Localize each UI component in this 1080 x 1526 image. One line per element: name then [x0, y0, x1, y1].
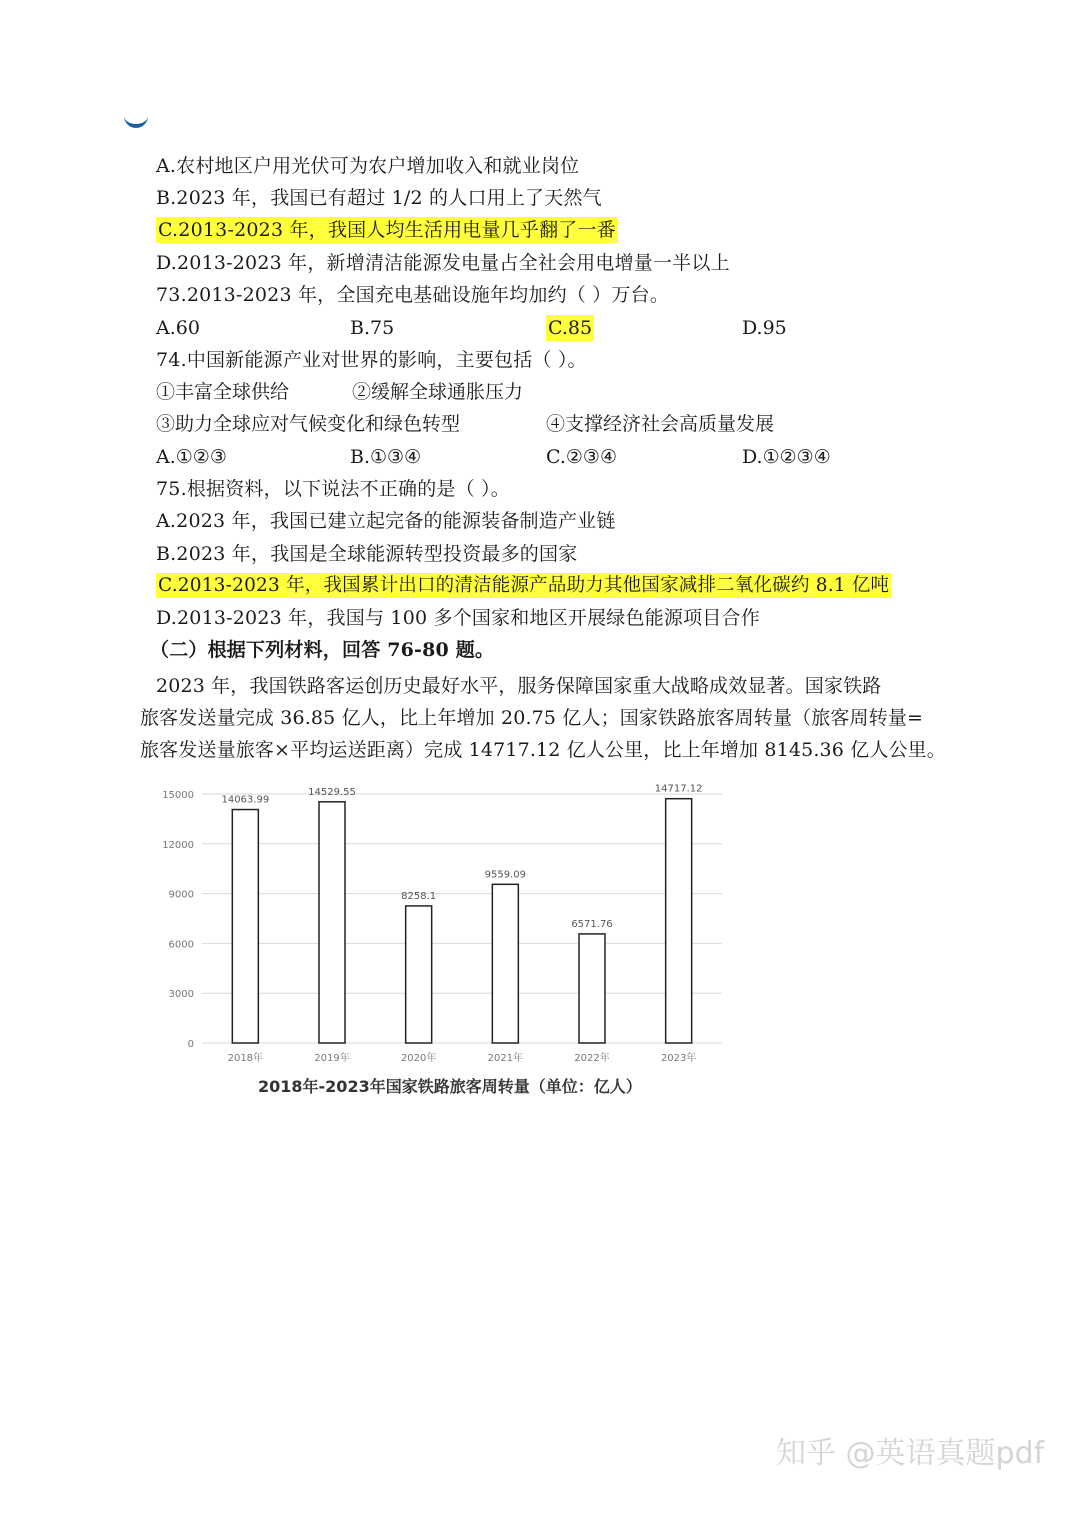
bar-value-label: 9559.09: [484, 869, 527, 881]
bar-value-label: 14529.55: [308, 786, 356, 798]
q74-option-c: C.②③④: [546, 446, 617, 468]
q74-item-4: ④支撑经济社会高质量发展: [546, 413, 775, 435]
bar: [579, 934, 605, 1043]
q73-option-b: B.75: [350, 317, 395, 339]
y-tick-label: 9000: [168, 889, 194, 901]
q72-option-c-highlighted: C.2013-2023 年，我国人均生活用电量几乎翻了一番: [158, 219, 616, 241]
bar-value-label: 14717.12: [654, 783, 703, 795]
bar: [492, 884, 518, 1043]
bar: [406, 906, 432, 1043]
q75-option-c-highlighted: C.2013-2023 年，我国累计出口的清洁能源产品助力其他国家减排二氧化碳约 8.1 亿吨: [158, 575, 890, 596]
chart-title: 2018年-2023年国家铁路旅客周转量（单位：亿人）: [258, 1077, 642, 1096]
bar-chart: [150, 772, 740, 1072]
y-tick-label: 0: [187, 1039, 194, 1050]
x-tick-label: 2023年: [660, 1053, 697, 1064]
q72-option-a: A.农村地区户用光伏可为农户增加收入和就业岗位: [156, 155, 580, 177]
paragraph-line-1: 2023 年，我国铁路客运创历史最好水平，服务保障国家重大战略成效显著。国家铁路: [156, 675, 882, 697]
watermark: 知乎 @英语真题pdf: [776, 1436, 1045, 1471]
y-tick-label: 12000: [162, 839, 194, 851]
bar: [232, 810, 258, 1043]
q72-option-b: B.2023 年，我国已有超过 1/2 的人口用上了天然气: [156, 187, 602, 209]
q72-option-d: D.2013-2023 年，新增清洁能源发电量占全社会用电增量一半以上: [156, 252, 730, 274]
q74-item-3: ③助力全球应对气候变化和绿色转型: [156, 413, 461, 435]
q75-option-a: A.2023 年，我国已建立起完备的能源装备制造产业链: [156, 510, 616, 532]
q75-option-d: D.2013-2023 年，我国与 100 多个国家和地区开展绿色能源项目合作: [156, 607, 760, 629]
bar-value-label: 14063.99: [221, 794, 270, 806]
bar-value-label: 6571.76: [571, 918, 613, 930]
bar-value-label: 8258.1: [401, 890, 437, 902]
y-tick-label: 3000: [168, 989, 194, 1001]
x-tick-label: 2019年: [314, 1053, 350, 1064]
q73-option-c-highlighted: C.85: [548, 317, 593, 339]
q75-option-b: B.2023 年，我国是全球能源转型投资最多的国家: [156, 543, 578, 565]
q73-option-a: A.60: [156, 317, 200, 339]
x-tick-label: 2018年: [227, 1053, 264, 1064]
section-heading: （二）根据下列材料，回答 76-80 题。: [150, 639, 495, 661]
q75-stem: 75.根据资料，以下说法不正确的是（ ）。: [156, 478, 510, 500]
q74-option-b: B.①③④: [350, 446, 422, 468]
q73-option-d: D.95: [742, 317, 787, 339]
x-tick-label: 2020年: [400, 1053, 437, 1064]
paragraph-line-3: 旅客发送量旅客×平均运送距离）完成 14717.12 亿人公里，比上年增加 8145.36 亿人公里。: [140, 739, 946, 761]
corner-decoration: [124, 112, 148, 128]
x-tick-label: 2021年: [487, 1053, 524, 1064]
x-tick-label: 2022年: [574, 1053, 610, 1064]
q74-stem: 74.中国新能源产业对世界的影响，主要包括（ ）。: [156, 349, 587, 371]
y-tick-label: 15000: [162, 790, 194, 801]
q74-item-2: ②缓解全球通胀压力: [352, 381, 524, 403]
q74-item-1: ①丰富全球供给: [156, 381, 290, 403]
q74-option-d: D.①②③④: [742, 446, 831, 468]
q73-stem: 73.2013-2023 年，全国充电基础设施年均加约（ ）万台。: [156, 284, 670, 306]
y-tick-label: 6000: [168, 939, 194, 951]
material-paragraph: [140, 670, 975, 766]
paragraph-line-2: 旅客发送量完成 36.85 亿人，比上年增加 20.75 亿人；国家铁路旅客周转量（旅客周转量=: [140, 707, 924, 729]
bar: [666, 799, 692, 1043]
bar: [319, 802, 345, 1043]
q74-option-a: A.①②③: [156, 446, 227, 468]
